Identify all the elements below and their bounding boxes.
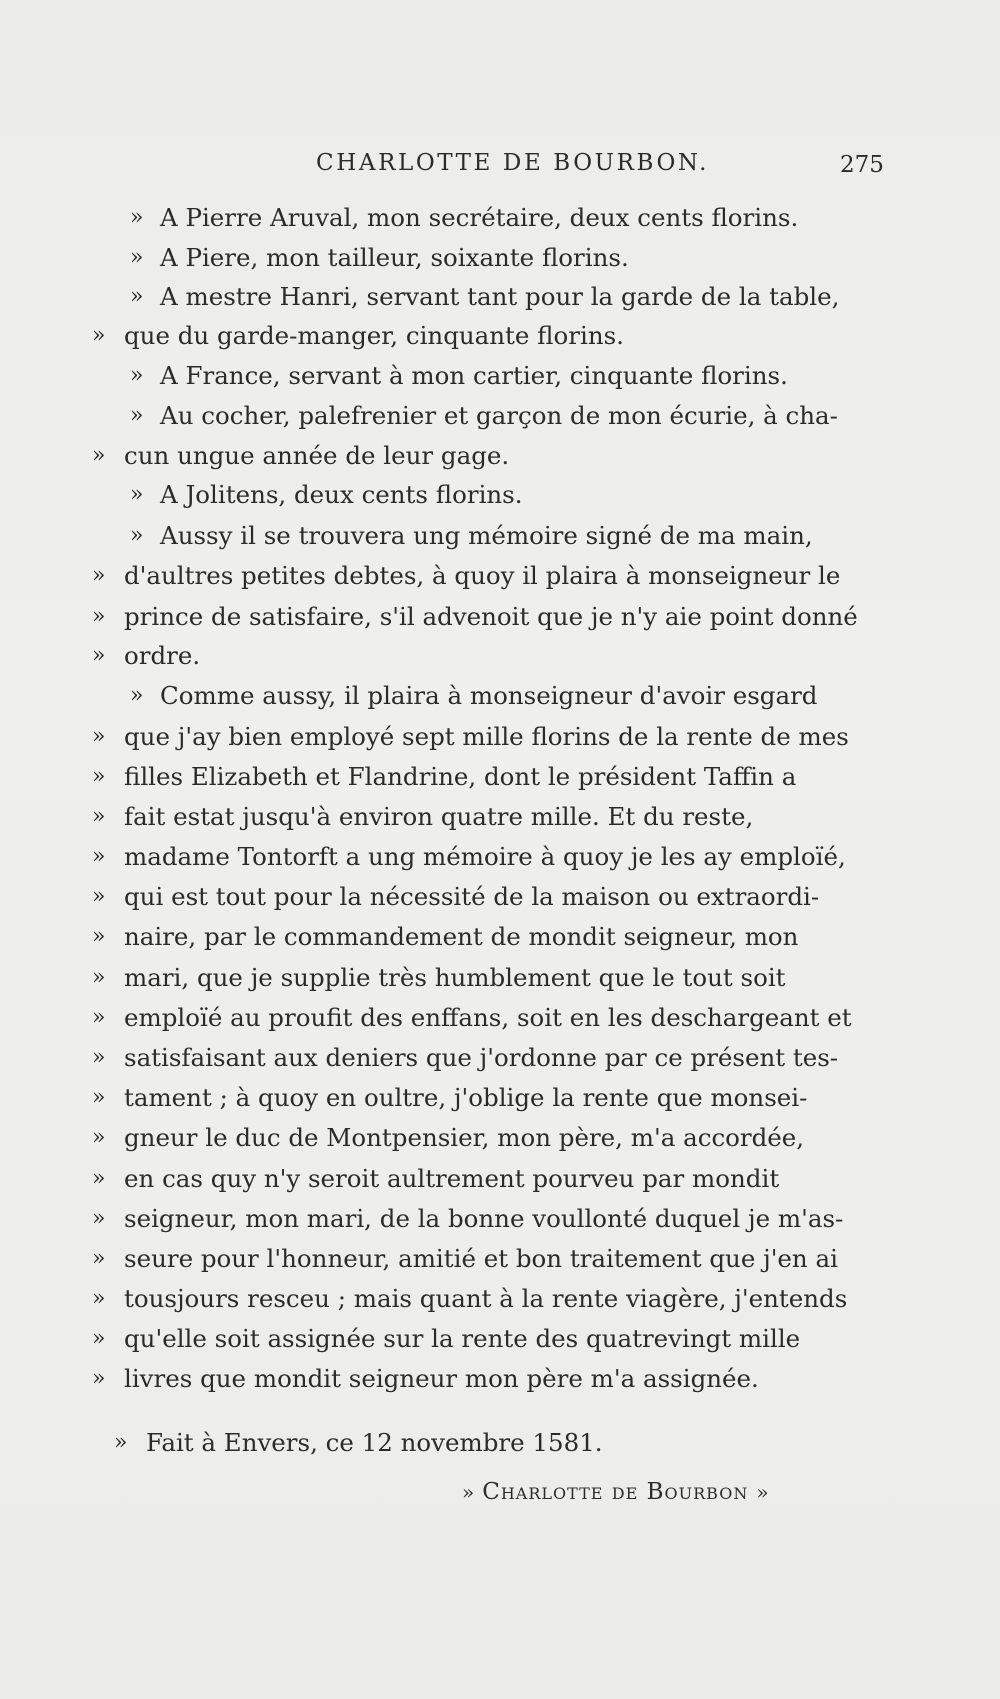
text-line [92, 636, 872, 676]
line-text: A Jolitens, deux cents florins. [160, 480, 523, 509]
text-line [92, 1199, 872, 1239]
line-text: A Piere, mon tailleur, soixante florins. [160, 243, 629, 272]
guillemet: » [130, 683, 144, 708]
line-text: que du garde-manger, cinquante florins. [124, 321, 624, 350]
text-line [92, 757, 872, 797]
guillemet: » [114, 1430, 128, 1455]
text-line [92, 958, 872, 998]
text-line [92, 597, 872, 637]
text-line [92, 998, 872, 1038]
line-text: Comme aussy, il plaira à monseigneur d'avoir esgard [160, 681, 818, 710]
guillemet: » [92, 924, 106, 949]
line-text: en cas quy n'y seroit aultrement pourveu par mondit [124, 1164, 780, 1193]
page-number: 275 [840, 152, 884, 178]
text-line [92, 717, 872, 757]
line-text: qu'elle soit assignée sur la rente des quatrevingt mille [124, 1324, 801, 1353]
text-line [92, 516, 872, 556]
text-line [92, 396, 872, 436]
text-line [92, 556, 872, 596]
line-text: ordre. [124, 641, 201, 670]
guillemet: » [130, 403, 144, 428]
guillemet: » [92, 1286, 106, 1311]
guillemet: » [92, 1125, 106, 1150]
text-line [92, 1239, 872, 1279]
guillemet: » [92, 643, 106, 668]
line-text: d'aultres petites debtes, à quoy il plaira à monseigneur le [124, 561, 841, 590]
guillemet: » [92, 965, 106, 990]
signature [462, 1472, 769, 1512]
text-line [92, 1078, 872, 1118]
signature-close-quote: » [756, 1480, 769, 1504]
guillemet: » [92, 844, 106, 869]
line-text: naire, par le commandement de mondit seigneur, mon [124, 922, 799, 951]
guillemet: » [92, 563, 106, 588]
line-text: emploïé au proufit des enffans, soit en les deschargeant et [124, 1003, 852, 1032]
guillemet: » [130, 205, 144, 230]
guillemet: » [92, 1366, 106, 1391]
text-line [92, 1038, 872, 1078]
guillemet: » [92, 724, 106, 749]
text-line [92, 277, 872, 317]
line-text: A mestre Hanri, servant tant pour la garde de la table, [160, 282, 840, 311]
guillemet: » [130, 245, 144, 270]
text-line [92, 1319, 872, 1359]
guillemet: » [130, 363, 144, 388]
text-line [92, 1279, 872, 1319]
line-text: qui est tout pour la nécessité de la maison ou extraordi- [124, 882, 820, 911]
line-text: A France, servant à mon cartier, cinquante florins. [160, 361, 788, 390]
text-line [92, 238, 872, 278]
text-line [92, 1118, 872, 1158]
text-line [92, 676, 872, 716]
guillemet: » [92, 1206, 106, 1231]
line-text: A Pierre Aruval, mon secrétaire, deux cents florins. [160, 203, 799, 232]
line-text: madame Tontorft a ung mémoire à quoy je les ay emploïé, [124, 842, 846, 871]
text-line [92, 436, 872, 476]
guillemet: » [130, 523, 144, 548]
line-text: que j'ay bien employé sept mille florins de la rente de mes [124, 722, 849, 751]
line-text: seure pour l'honneur, amitié et bon traitement que j'en ai [124, 1244, 838, 1273]
line-text: gneur le duc de Montpensier, mon père, m'a accordée, [124, 1123, 805, 1152]
guillemet: » [92, 443, 106, 468]
guillemet: » [130, 482, 144, 507]
text-line [92, 1159, 872, 1199]
line-text: livres que mondit seigneur mon père m'a assignée. [124, 1364, 759, 1393]
guillemet: » [92, 323, 106, 348]
guillemet: » [92, 1246, 106, 1271]
text-line [92, 837, 872, 877]
guillemet: » [92, 1085, 106, 1110]
text-line [92, 1359, 872, 1399]
line-text: seigneur, mon mari, de la bonne voullonté duquel je m'as- [124, 1204, 844, 1233]
text-line [92, 198, 872, 238]
text-line [92, 316, 872, 356]
guillemet: » [92, 764, 106, 789]
guillemet: » [92, 604, 106, 629]
text-line [92, 797, 872, 837]
guillemet: » [92, 884, 106, 909]
guillemet: » [92, 1326, 106, 1351]
text-line [92, 356, 872, 396]
line-text: prince de satisfaire, s'il advenoit que je n'y aie point donné [124, 602, 858, 631]
guillemet: » [130, 284, 144, 309]
guillemet: » [92, 1005, 106, 1030]
guillemet: » [92, 1166, 106, 1191]
line-text: satisfaisant aux deniers que j'ordonne par ce présent tes- [124, 1043, 839, 1072]
text-line [92, 917, 872, 957]
line-text: tousjours resceu ; mais quant à la rente viagère, j'entends [124, 1284, 848, 1313]
running-title: CHARLOTTE DE BOURBON. [316, 150, 710, 176]
guillemet: » [92, 804, 106, 829]
line-text: tament ; à quoy en oultre, j'oblige la rente que monsei- [124, 1083, 808, 1112]
line-text: filles Elizabeth et Flandrine, dont le président Taffin a [124, 762, 797, 791]
line-text: Aussy il se trouvera ung mémoire signé de ma main, [160, 521, 813, 550]
line-text: Au cocher, palefrenier et garçon de mon écurie, à cha- [160, 401, 838, 430]
guillemet: » [92, 1045, 106, 1070]
closing-line [92, 1423, 872, 1463]
text-line [92, 475, 872, 515]
signature-open-quote: » [462, 1480, 475, 1504]
closing-text: Fait à Envers, ce 12 novembre 1581. [146, 1428, 603, 1457]
line-text: cun ungue année de leur gage. [124, 441, 510, 470]
line-text: fait estat jusqu'à environ quatre mille. Et du reste, [124, 802, 754, 831]
line-text: mari, que je supplie très humblement que le tout soit [124, 963, 786, 992]
text-line [92, 877, 872, 917]
signature-name: Charlotte de Bourbon [482, 1479, 749, 1505]
